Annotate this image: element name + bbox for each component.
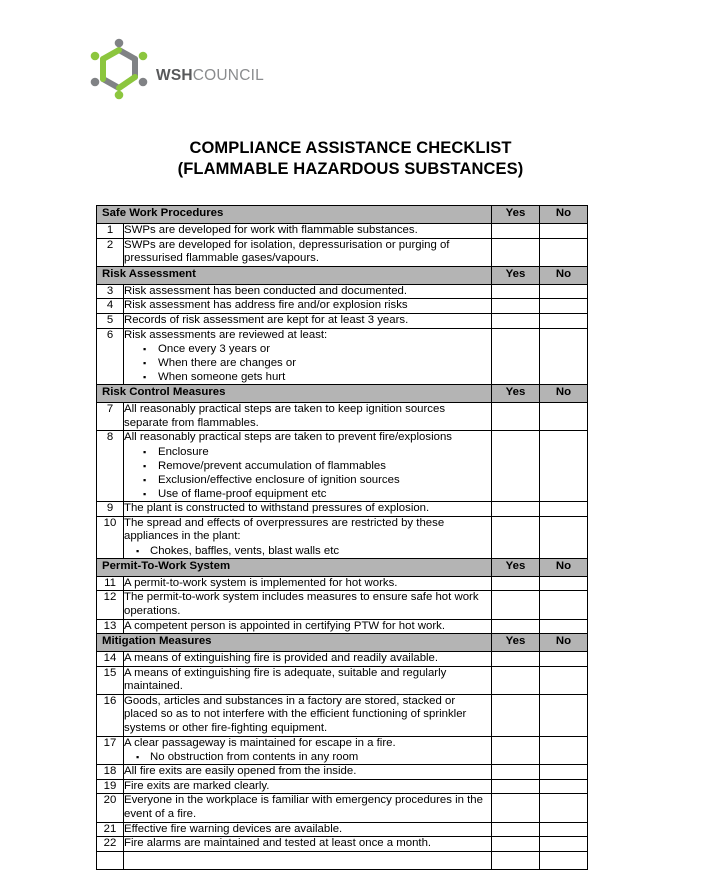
section-header-row — [97, 558, 588, 576]
item-number: 13 — [97, 619, 124, 634]
column-header-yes: Yes — [492, 385, 540, 403]
no-checkbox-cell[interactable] — [540, 591, 588, 619]
section-header-row — [97, 266, 588, 284]
checklist-item-row — [97, 652, 588, 667]
item-text: All reasonably practical steps are taken to prevent fire/explosions — [124, 431, 452, 444]
column-header-no: No — [540, 206, 588, 224]
item-text: The spread and effects of overpressures are restricted by these appliances in the plant: — [124, 516, 445, 543]
checklist-table-wrap — [96, 205, 587, 870]
item-sub-bullet — [124, 342, 491, 356]
item-number: 12 — [97, 591, 124, 619]
square-bullet-icon: ▪ — [143, 488, 147, 499]
item-text-cell — [124, 822, 492, 837]
square-bullet-icon: ▪ — [143, 446, 147, 457]
no-checkbox-cell[interactable] — [540, 837, 588, 852]
checklist-item-row — [97, 431, 588, 502]
item-text: Records of risk assessment are kept for at least 3 years. — [124, 313, 409, 326]
yes-checkbox-cell[interactable] — [492, 313, 540, 328]
checklist-item-row — [97, 619, 588, 634]
item-text: Fire alarms are maintained and tested at least once a month. — [124, 837, 432, 850]
item-sub-list — [124, 342, 491, 384]
no-checkbox-cell[interactable] — [540, 652, 588, 667]
yes-checkbox-cell[interactable] — [492, 666, 540, 694]
item-number: 2 — [97, 238, 124, 266]
blank-yes-cell[interactable] — [492, 851, 540, 869]
item-number: 11 — [97, 576, 124, 591]
item-text: A competent person is appointed in certifying PTW for hot work. — [124, 619, 445, 632]
square-bullet-icon: ▪ — [143, 474, 147, 485]
item-sub-bullet — [124, 487, 491, 501]
no-checkbox-cell[interactable] — [540, 666, 588, 694]
yes-checkbox-cell[interactable] — [492, 431, 540, 502]
item-sub-list — [124, 544, 491, 558]
item-number: 17 — [97, 736, 124, 765]
item-text: The plant is constructed to withstand pressures of explosion. — [124, 501, 430, 514]
yes-checkbox-cell[interactable] — [492, 284, 540, 299]
item-text: Risk assessment has address fire and/or explosion risks — [124, 299, 408, 312]
blank-number-cell — [97, 851, 124, 869]
item-sub-list — [124, 750, 491, 764]
item-number: 15 — [97, 666, 124, 694]
item-text: All reasonably practical steps are taken to keep ignition sources separate from flammables. — [124, 403, 446, 429]
item-text: SWPs are developed for work with flammable substances. — [124, 224, 418, 236]
no-checkbox-cell[interactable] — [540, 501, 588, 516]
item-text-cell — [124, 779, 492, 794]
item-text-cell — [124, 694, 492, 736]
no-checkbox-cell[interactable] — [540, 431, 588, 502]
item-sub-bullet-text: Use of flame-proof equipment etc — [158, 487, 327, 500]
yes-checkbox-cell[interactable] — [492, 837, 540, 852]
checklist-item-row — [97, 794, 588, 822]
checklist-item-row — [97, 779, 588, 794]
item-sub-bullet-text: When someone gets hurt — [158, 371, 286, 384]
item-number: 20 — [97, 794, 124, 822]
column-header-no: No — [540, 634, 588, 652]
item-number: 6 — [97, 328, 124, 385]
square-bullet-icon: ▪ — [136, 752, 140, 763]
section-header-row — [97, 634, 588, 652]
item-text-cell — [124, 431, 492, 502]
page-title — [0, 138, 701, 180]
yes-checkbox-cell[interactable] — [492, 765, 540, 780]
item-text-cell — [124, 313, 492, 328]
no-checkbox-cell[interactable] — [540, 794, 588, 822]
no-checkbox-cell[interactable] — [540, 224, 588, 239]
no-checkbox-cell[interactable] — [540, 576, 588, 591]
no-checkbox-cell[interactable] — [540, 403, 588, 431]
no-checkbox-cell[interactable] — [540, 284, 588, 299]
column-header-yes: Yes — [492, 206, 540, 224]
item-number: 22 — [97, 837, 124, 852]
item-text: All fire exits are easily opened from the inside. — [124, 765, 357, 778]
checklist-item-row — [97, 284, 588, 299]
wsh-council-logo — [88, 38, 264, 100]
item-text: Everyone in the workplace is familiar with emergency procedures in the event of a fire. — [124, 794, 483, 821]
item-text-cell — [124, 591, 492, 619]
yes-checkbox-cell[interactable] — [492, 794, 540, 822]
item-number: 21 — [97, 822, 124, 837]
checklist-item-row — [97, 313, 588, 328]
item-sub-bullet-text: When there are changes or — [158, 357, 297, 370]
item-text-cell — [124, 238, 492, 266]
item-text-cell — [124, 619, 492, 634]
item-sub-bullet — [124, 750, 491, 764]
checklist-item-row — [97, 666, 588, 694]
checklist-item-row — [97, 299, 588, 314]
no-checkbox-cell[interactable] — [540, 328, 588, 385]
item-sub-bullet — [124, 459, 491, 473]
no-checkbox-cell[interactable] — [540, 238, 588, 266]
item-number: 3 — [97, 284, 124, 299]
wordmark-wsh: WSH — [156, 67, 193, 85]
no-checkbox-cell[interactable] — [540, 299, 588, 314]
item-sub-bullet — [124, 370, 491, 384]
square-bullet-icon: ▪ — [136, 545, 140, 556]
checklist-item-row — [97, 576, 588, 591]
yes-checkbox-cell[interactable] — [492, 694, 540, 736]
checklist-item-row — [97, 328, 588, 385]
no-checkbox-cell[interactable] — [540, 779, 588, 794]
section-title: Risk Control Measures — [97, 385, 492, 403]
yes-checkbox-cell[interactable] — [492, 619, 540, 634]
section-title: Safe Work Procedures — [97, 206, 492, 224]
item-sub-bullet-text: Enclosure — [158, 445, 209, 458]
blank-no-cell[interactable] — [540, 851, 588, 869]
item-text-cell — [124, 284, 492, 299]
wordmark-council: COUNCIL — [192, 67, 264, 85]
item-text-cell — [124, 516, 492, 558]
column-header-no: No — [540, 266, 588, 284]
yes-checkbox-cell[interactable] — [492, 576, 540, 591]
no-checkbox-cell[interactable] — [540, 822, 588, 837]
item-text: A clear passageway is maintained for escape in a fire. — [124, 736, 396, 749]
item-text-cell — [124, 328, 492, 385]
trailing-blank-row — [97, 851, 588, 869]
item-number: 10 — [97, 516, 124, 558]
item-number: 4 — [97, 299, 124, 314]
item-text-cell — [124, 837, 492, 852]
wsh-council-wordmark — [156, 54, 264, 84]
yes-checkbox-cell[interactable] — [492, 516, 540, 558]
item-text-cell — [124, 666, 492, 694]
checklist-item-row — [97, 822, 588, 837]
item-text-cell — [124, 403, 492, 431]
checklist-item-row — [97, 238, 588, 266]
item-text: Fire exits are marked clearly. — [124, 779, 270, 792]
item-text: SWPs are developed for isolation, depressurisation or purging of pressurised flammable gases/vapours. — [124, 238, 450, 265]
checklist-item-row — [97, 516, 588, 558]
item-text-cell — [124, 501, 492, 516]
item-text: The permit-to-work system includes measures to ensure safe hot work operations. — [124, 591, 479, 617]
item-text: Risk assessment has been conducted and documented. — [124, 284, 408, 297]
square-bullet-icon: ▪ — [143, 460, 147, 471]
yes-checkbox-cell[interactable] — [492, 501, 540, 516]
column-header-yes: Yes — [492, 634, 540, 652]
item-text-cell — [124, 576, 492, 591]
item-sub-bullet-text: Exclusion/effective enclosure of ignition sources — [158, 473, 400, 486]
blank-text-cell — [124, 851, 492, 869]
item-text: Effective fire warning devices are available. — [124, 822, 343, 835]
square-bullet-icon: ▪ — [143, 358, 147, 369]
item-text-cell — [124, 224, 492, 239]
item-number: 8 — [97, 431, 124, 502]
item-sub-bullet-text: Chokes, baffles, vents, blast walls etc — [150, 544, 340, 557]
square-bullet-icon: ▪ — [143, 372, 147, 383]
yes-checkbox-cell[interactable] — [492, 328, 540, 385]
checklist-item-row — [97, 694, 588, 736]
item-sub-bullet — [124, 445, 491, 459]
item-number: 19 — [97, 779, 124, 794]
column-header-no: No — [540, 558, 588, 576]
section-header-row — [97, 206, 588, 224]
section-title: Permit-To-Work System — [97, 558, 492, 576]
item-sub-bullet-text: Remove/prevent accumulation of flammables — [158, 459, 386, 472]
item-sub-bullet — [124, 473, 491, 487]
item-text: Goods, articles and substances in a factory are stored, stacked or placed so as to not interfere with the efficient functioning of sprinkler systems or other fire-fighting equipment. — [124, 694, 467, 735]
item-text-cell — [124, 652, 492, 667]
checklist-item-row — [97, 736, 588, 765]
yes-checkbox-cell[interactable] — [492, 224, 540, 239]
yes-checkbox-cell[interactable] — [492, 299, 540, 314]
no-checkbox-cell[interactable] — [540, 694, 588, 736]
no-checkbox-cell[interactable] — [540, 516, 588, 558]
item-number: 9 — [97, 501, 124, 516]
no-checkbox-cell[interactable] — [540, 619, 588, 634]
item-text: A means of extinguishing fire is adequate, suitable and regularly maintained. — [124, 666, 447, 693]
item-text: A permit-to-work system is implemented for hot works. — [124, 576, 398, 589]
item-number: 1 — [97, 224, 124, 239]
item-sub-list — [124, 445, 491, 501]
yes-checkbox-cell[interactable] — [492, 736, 540, 765]
column-header-yes: Yes — [492, 558, 540, 576]
section-title: Risk Assessment — [97, 266, 492, 284]
item-text-cell — [124, 299, 492, 314]
title-line-2: (FLAMMABLE HAZARDOUS SUBSTANCES) — [177, 160, 524, 178]
item-sub-bullet-text: Once every 3 years or — [158, 343, 271, 356]
column-header-no: No — [540, 385, 588, 403]
yes-checkbox-cell[interactable] — [492, 652, 540, 667]
item-text: A means of extinguishing fire is provided and readily available. — [124, 652, 439, 665]
item-sub-bullet-text: No obstruction from contents in any room — [150, 751, 359, 764]
no-checkbox-cell[interactable] — [540, 765, 588, 780]
item-sub-bullet — [124, 356, 491, 370]
item-number: 7 — [97, 403, 124, 431]
wsh-council-hexagon-logo-icon — [88, 38, 150, 100]
no-checkbox-cell[interactable] — [540, 313, 588, 328]
item-number: 14 — [97, 652, 124, 667]
checklist-item-row — [97, 591, 588, 619]
compliance-checklist-table — [96, 205, 588, 870]
item-text-cell — [124, 736, 492, 765]
yes-checkbox-cell[interactable] — [492, 591, 540, 619]
column-header-yes: Yes — [492, 266, 540, 284]
section-title: Mitigation Measures — [97, 634, 492, 652]
item-text-cell — [124, 765, 492, 780]
section-header-row — [97, 385, 588, 403]
item-number: 16 — [97, 694, 124, 736]
item-text: Risk assessments are reviewed at least: — [124, 328, 328, 341]
checklist-item-row — [97, 837, 588, 852]
checklist-item-row — [97, 403, 588, 431]
checklist-item-row — [97, 501, 588, 516]
yes-checkbox-cell[interactable] — [492, 238, 540, 266]
yes-checkbox-cell[interactable] — [492, 403, 540, 431]
yes-checkbox-cell[interactable] — [492, 822, 540, 837]
square-bullet-icon: ▪ — [143, 344, 147, 355]
item-sub-bullet — [124, 544, 491, 558]
item-number: 5 — [97, 313, 124, 328]
yes-checkbox-cell[interactable] — [492, 779, 540, 794]
title-line-1: COMPLIANCE ASSISTANCE CHECKLIST — [189, 139, 512, 157]
item-text-cell — [124, 794, 492, 822]
item-number: 18 — [97, 765, 124, 780]
checklist-item-row — [97, 765, 588, 780]
checklist-item-row — [97, 224, 588, 239]
no-checkbox-cell[interactable] — [540, 736, 588, 765]
